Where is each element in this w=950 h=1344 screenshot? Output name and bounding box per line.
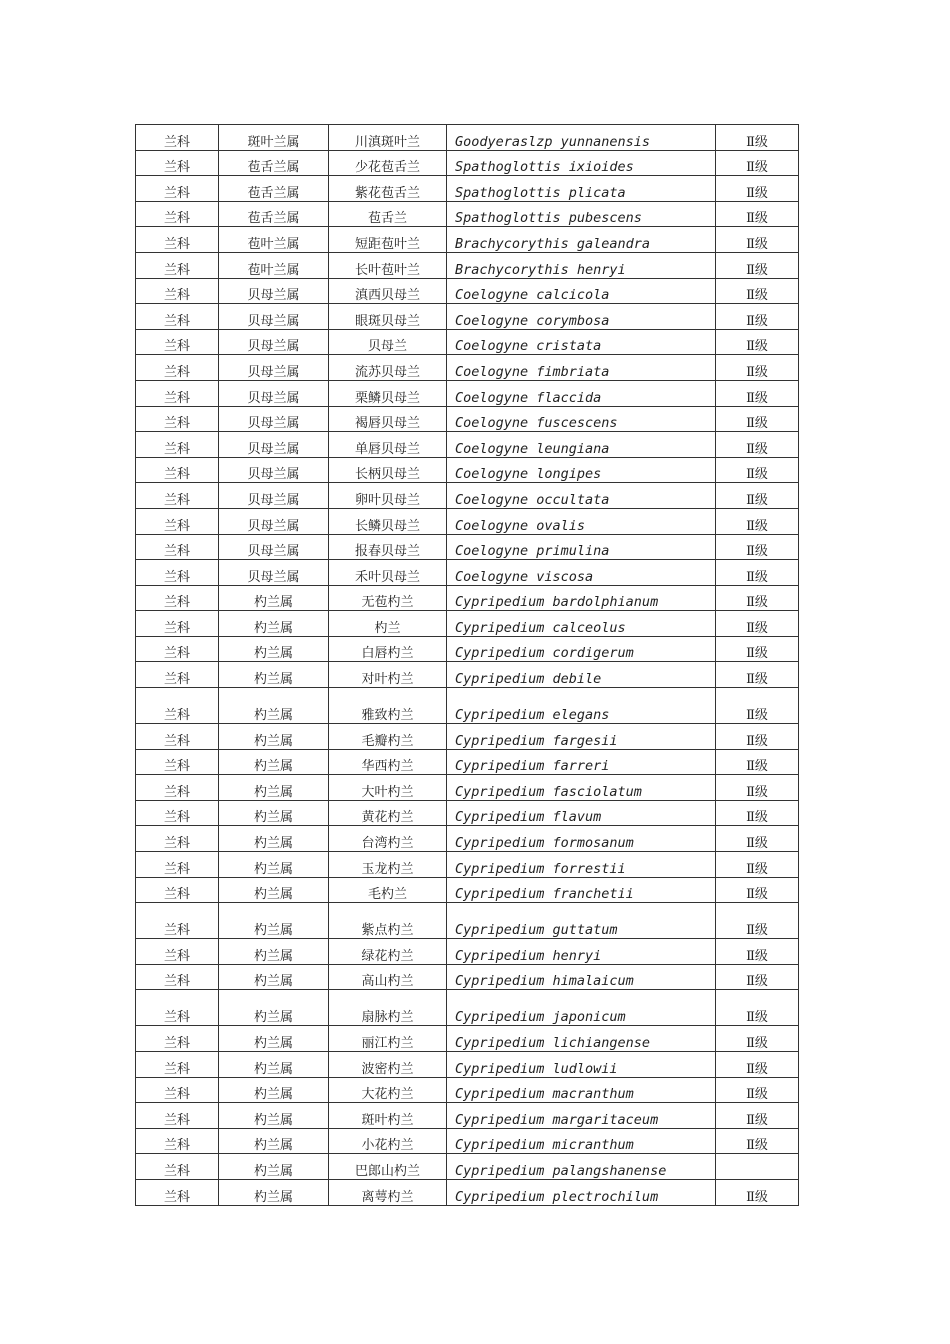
family-cell: 兰科 bbox=[136, 534, 219, 560]
chinese-name-cell: 对叶杓兰 bbox=[329, 662, 447, 688]
chinese-name-cell: 短距苞叶兰 bbox=[329, 227, 447, 253]
chinese-name-cell: 绿花杓兰 bbox=[329, 939, 447, 965]
protection-level-cell: Ⅱ级 bbox=[716, 329, 799, 355]
chinese-name-cell: 波密杓兰 bbox=[329, 1052, 447, 1078]
protection-level-cell: Ⅱ级 bbox=[716, 688, 799, 724]
chinese-name-cell: 斑叶杓兰 bbox=[329, 1103, 447, 1129]
latin-name-cell: Cypripedium guttatum bbox=[447, 903, 716, 939]
protection-level-cell: Ⅱ级 bbox=[716, 877, 799, 903]
table-row bbox=[136, 903, 799, 939]
protection-level-cell: Ⅱ级 bbox=[716, 380, 799, 406]
protection-level-cell: Ⅱ级 bbox=[716, 150, 799, 176]
genus-cell: 杓兰属 bbox=[219, 1077, 329, 1103]
latin-name-cell: Brachycorythis galeandra bbox=[447, 227, 716, 253]
genus-cell: 杓兰属 bbox=[219, 964, 329, 990]
latin-name-cell: Cypripedium ludlowii bbox=[447, 1052, 716, 1078]
family-cell: 兰科 bbox=[136, 1103, 219, 1129]
latin-name-cell: Cypripedium franchetii bbox=[447, 877, 716, 903]
family-cell: 兰科 bbox=[136, 406, 219, 432]
protection-level-cell: Ⅱ级 bbox=[716, 903, 799, 939]
family-cell: 兰科 bbox=[136, 483, 219, 509]
latin-name-cell: Cypripedium henryi bbox=[447, 939, 716, 965]
protection-level-cell: Ⅱ级 bbox=[716, 990, 799, 1026]
family-cell: 兰科 bbox=[136, 964, 219, 990]
genus-cell: 苞舌兰属 bbox=[219, 201, 329, 227]
family-cell: 兰科 bbox=[136, 150, 219, 176]
family-cell: 兰科 bbox=[136, 560, 219, 586]
chinese-name-cell: 小花杓兰 bbox=[329, 1128, 447, 1154]
chinese-name-cell: 长柄贝母兰 bbox=[329, 457, 447, 483]
protection-level-cell: Ⅱ级 bbox=[716, 1026, 799, 1052]
genus-cell: 杓兰属 bbox=[219, 1026, 329, 1052]
genus-cell: 贝母兰属 bbox=[219, 278, 329, 304]
protection-level-cell: Ⅱ级 bbox=[716, 1128, 799, 1154]
chinese-name-cell: 丽江杓兰 bbox=[329, 1026, 447, 1052]
protection-level-cell: Ⅱ级 bbox=[716, 800, 799, 826]
family-cell: 兰科 bbox=[136, 252, 219, 278]
table-row bbox=[136, 508, 799, 534]
table-row bbox=[136, 227, 799, 253]
table-row bbox=[136, 483, 799, 509]
genus-cell: 杓兰属 bbox=[219, 636, 329, 662]
latin-name-cell: Cypripedium calceolus bbox=[447, 611, 716, 637]
table-row bbox=[136, 201, 799, 227]
protection-level-cell: Ⅱ级 bbox=[716, 1052, 799, 1078]
genus-cell: 贝母兰属 bbox=[219, 534, 329, 560]
family-cell: 兰科 bbox=[136, 176, 219, 202]
chinese-name-cell: 苞舌兰 bbox=[329, 201, 447, 227]
table-row bbox=[136, 380, 799, 406]
table-row bbox=[136, 1103, 799, 1129]
family-cell: 兰科 bbox=[136, 1128, 219, 1154]
latin-name-cell: Coelogyne fimbriata bbox=[447, 355, 716, 381]
protection-level-cell: Ⅱ级 bbox=[716, 826, 799, 852]
latin-name-cell: Coelogyne fuscescens bbox=[447, 406, 716, 432]
family-cell: 兰科 bbox=[136, 990, 219, 1026]
protection-level-cell bbox=[716, 1154, 799, 1180]
table-row bbox=[136, 534, 799, 560]
table-row bbox=[136, 329, 799, 355]
table-row bbox=[136, 150, 799, 176]
chinese-name-cell: 黄花杓兰 bbox=[329, 800, 447, 826]
protection-level-cell: Ⅱ级 bbox=[716, 585, 799, 611]
family-cell: 兰科 bbox=[136, 724, 219, 750]
table-row bbox=[136, 749, 799, 775]
table-row bbox=[136, 304, 799, 330]
latin-name-cell: Cypripedium flavum bbox=[447, 800, 716, 826]
table-row bbox=[136, 800, 799, 826]
table-row bbox=[136, 1026, 799, 1052]
table-row bbox=[136, 826, 799, 852]
table-row bbox=[136, 1154, 799, 1180]
family-cell: 兰科 bbox=[136, 201, 219, 227]
family-cell: 兰科 bbox=[136, 585, 219, 611]
genus-cell: 贝母兰属 bbox=[219, 508, 329, 534]
genus-cell: 杓兰属 bbox=[219, 800, 329, 826]
genus-cell: 杓兰属 bbox=[219, 826, 329, 852]
genus-cell: 贝母兰属 bbox=[219, 457, 329, 483]
protection-level-cell: Ⅱ级 bbox=[716, 355, 799, 381]
chinese-name-cell: 栗鳞贝母兰 bbox=[329, 380, 447, 406]
latin-name-cell: Cypripedium cordigerum bbox=[447, 636, 716, 662]
genus-cell: 苞叶兰属 bbox=[219, 252, 329, 278]
genus-cell: 杓兰属 bbox=[219, 1103, 329, 1129]
chinese-name-cell: 大花杓兰 bbox=[329, 1077, 447, 1103]
genus-cell: 杓兰属 bbox=[219, 852, 329, 878]
protection-level-cell: Ⅱ级 bbox=[716, 560, 799, 586]
genus-cell: 杓兰属 bbox=[219, 1128, 329, 1154]
chinese-name-cell: 单唇贝母兰 bbox=[329, 432, 447, 458]
latin-name-cell: Coelogyne cristata bbox=[447, 329, 716, 355]
family-cell: 兰科 bbox=[136, 800, 219, 826]
protection-level-cell: Ⅱ级 bbox=[716, 749, 799, 775]
family-cell: 兰科 bbox=[136, 227, 219, 253]
table-row bbox=[136, 176, 799, 202]
family-cell: 兰科 bbox=[136, 304, 219, 330]
genus-cell: 斑叶兰属 bbox=[219, 125, 329, 151]
chinese-name-cell: 少花苞舌兰 bbox=[329, 150, 447, 176]
latin-name-cell: Cypripedium bardolphianum bbox=[447, 585, 716, 611]
latin-name-cell: Coelogyne flaccida bbox=[447, 380, 716, 406]
family-cell: 兰科 bbox=[136, 939, 219, 965]
latin-name-cell: Coelogyne corymbosa bbox=[447, 304, 716, 330]
protection-level-cell: Ⅱ级 bbox=[716, 278, 799, 304]
latin-name-cell: Cypripedium micranthum bbox=[447, 1128, 716, 1154]
protection-level-cell: Ⅱ级 bbox=[716, 724, 799, 750]
table-row bbox=[136, 355, 799, 381]
family-cell: 兰科 bbox=[136, 457, 219, 483]
table-row bbox=[136, 939, 799, 965]
chinese-name-cell: 无苞杓兰 bbox=[329, 585, 447, 611]
family-cell: 兰科 bbox=[136, 688, 219, 724]
latin-name-cell: Coelogyne ovalis bbox=[447, 508, 716, 534]
chinese-name-cell: 台湾杓兰 bbox=[329, 826, 447, 852]
protection-level-cell: Ⅱ级 bbox=[716, 775, 799, 801]
protection-level-cell: Ⅱ级 bbox=[716, 1103, 799, 1129]
latin-name-cell: Cypripedium lichiangense bbox=[447, 1026, 716, 1052]
table-row bbox=[136, 585, 799, 611]
genus-cell: 杓兰属 bbox=[219, 990, 329, 1026]
family-cell: 兰科 bbox=[136, 636, 219, 662]
latin-name-cell: Cypripedium elegans bbox=[447, 688, 716, 724]
protection-level-cell: Ⅱ级 bbox=[716, 1077, 799, 1103]
latin-name-cell: Coelogyne calcicola bbox=[447, 278, 716, 304]
genus-cell: 杓兰属 bbox=[219, 611, 329, 637]
latin-name-cell: Spathoglottis pubescens bbox=[447, 201, 716, 227]
genus-cell: 杓兰属 bbox=[219, 749, 329, 775]
table-row bbox=[136, 1128, 799, 1154]
family-cell: 兰科 bbox=[136, 432, 219, 458]
chinese-name-cell: 离萼杓兰 bbox=[329, 1179, 447, 1205]
table-row bbox=[136, 852, 799, 878]
family-cell: 兰科 bbox=[136, 1179, 219, 1205]
genus-cell: 贝母兰属 bbox=[219, 329, 329, 355]
genus-cell: 贝母兰属 bbox=[219, 304, 329, 330]
protection-level-cell: Ⅱ级 bbox=[716, 939, 799, 965]
genus-cell: 杓兰属 bbox=[219, 688, 329, 724]
chinese-name-cell: 报春贝母兰 bbox=[329, 534, 447, 560]
family-cell: 兰科 bbox=[136, 749, 219, 775]
family-cell: 兰科 bbox=[136, 826, 219, 852]
genus-cell: 贝母兰属 bbox=[219, 380, 329, 406]
protection-level-cell: Ⅱ级 bbox=[716, 636, 799, 662]
protection-level-cell: Ⅱ级 bbox=[716, 534, 799, 560]
family-cell: 兰科 bbox=[136, 877, 219, 903]
genus-cell: 贝母兰属 bbox=[219, 432, 329, 458]
latin-name-cell: Cypripedium margaritaceum bbox=[447, 1103, 716, 1129]
protection-level-cell: Ⅱ级 bbox=[716, 406, 799, 432]
family-cell: 兰科 bbox=[136, 1052, 219, 1078]
genus-cell: 杓兰属 bbox=[219, 939, 329, 965]
table-row bbox=[136, 1077, 799, 1103]
table-row bbox=[136, 775, 799, 801]
family-cell: 兰科 bbox=[136, 903, 219, 939]
table-row bbox=[136, 432, 799, 458]
genus-cell: 贝母兰属 bbox=[219, 483, 329, 509]
chinese-name-cell: 毛瓣杓兰 bbox=[329, 724, 447, 750]
protection-level-cell: Ⅱ级 bbox=[716, 457, 799, 483]
protection-level-cell: Ⅱ级 bbox=[716, 201, 799, 227]
table-row bbox=[136, 1052, 799, 1078]
table-row bbox=[136, 688, 799, 724]
table-row bbox=[136, 611, 799, 637]
latin-name-cell: Cypripedium fasciolatum bbox=[447, 775, 716, 801]
table-row bbox=[136, 252, 799, 278]
family-cell: 兰科 bbox=[136, 278, 219, 304]
protection-level-cell: Ⅱ级 bbox=[716, 852, 799, 878]
protection-level-cell: Ⅱ级 bbox=[716, 252, 799, 278]
latin-name-cell: Cypripedium formosanum bbox=[447, 826, 716, 852]
chinese-name-cell: 禾叶贝母兰 bbox=[329, 560, 447, 586]
family-cell: 兰科 bbox=[136, 662, 219, 688]
chinese-name-cell: 长叶苞叶兰 bbox=[329, 252, 447, 278]
latin-name-cell: Coelogyne viscosa bbox=[447, 560, 716, 586]
genus-cell: 杓兰属 bbox=[219, 662, 329, 688]
genus-cell: 杓兰属 bbox=[219, 724, 329, 750]
chinese-name-cell: 巴郎山杓兰 bbox=[329, 1154, 447, 1180]
chinese-name-cell: 眼斑贝母兰 bbox=[329, 304, 447, 330]
genus-cell: 苞舌兰属 bbox=[219, 150, 329, 176]
chinese-name-cell: 滇西贝母兰 bbox=[329, 278, 447, 304]
family-cell: 兰科 bbox=[136, 852, 219, 878]
genus-cell: 贝母兰属 bbox=[219, 560, 329, 586]
latin-name-cell: Coelogyne leungiana bbox=[447, 432, 716, 458]
table-row bbox=[136, 636, 799, 662]
protection-level-cell: Ⅱ级 bbox=[716, 1179, 799, 1205]
family-cell: 兰科 bbox=[136, 125, 219, 151]
genus-cell: 杓兰属 bbox=[219, 1179, 329, 1205]
protection-level-cell: Ⅱ级 bbox=[716, 125, 799, 151]
latin-name-cell: Coelogyne occultata bbox=[447, 483, 716, 509]
protection-level-cell: Ⅱ级 bbox=[716, 964, 799, 990]
table-row bbox=[136, 560, 799, 586]
genus-cell: 贝母兰属 bbox=[219, 355, 329, 381]
genus-cell: 杓兰属 bbox=[219, 877, 329, 903]
chinese-name-cell: 毛杓兰 bbox=[329, 877, 447, 903]
genus-cell: 杓兰属 bbox=[219, 903, 329, 939]
latin-name-cell: Goodyeraslzp yunnanensis bbox=[447, 125, 716, 151]
latin-name-cell: Cypripedium farreri bbox=[447, 749, 716, 775]
protection-level-cell: Ⅱ级 bbox=[716, 483, 799, 509]
genus-cell: 苞舌兰属 bbox=[219, 176, 329, 202]
table-row bbox=[136, 406, 799, 432]
latin-name-cell: Coelogyne longipes bbox=[447, 457, 716, 483]
protection-level-cell: Ⅱ级 bbox=[716, 227, 799, 253]
family-cell: 兰科 bbox=[136, 380, 219, 406]
latin-name-cell: Coelogyne primulina bbox=[447, 534, 716, 560]
protection-level-cell: Ⅱ级 bbox=[716, 611, 799, 637]
protection-level-cell: Ⅱ级 bbox=[716, 176, 799, 202]
table-row bbox=[136, 457, 799, 483]
table-row bbox=[136, 877, 799, 903]
chinese-name-cell: 紫花苞舌兰 bbox=[329, 176, 447, 202]
protection-level-cell: Ⅱ级 bbox=[716, 432, 799, 458]
chinese-name-cell: 扇脉杓兰 bbox=[329, 990, 447, 1026]
table-row bbox=[136, 125, 799, 151]
latin-name-cell: Brachycorythis henryi bbox=[447, 252, 716, 278]
latin-name-cell: Cypripedium plectrochilum bbox=[447, 1179, 716, 1205]
family-cell: 兰科 bbox=[136, 611, 219, 637]
latin-name-cell: Cypripedium fargesii bbox=[447, 724, 716, 750]
latin-name-cell: Spathoglottis ixioides bbox=[447, 150, 716, 176]
table-row bbox=[136, 1179, 799, 1205]
chinese-name-cell: 川滇斑叶兰 bbox=[329, 125, 447, 151]
table-row bbox=[136, 662, 799, 688]
genus-cell: 杓兰属 bbox=[219, 775, 329, 801]
table-row bbox=[136, 990, 799, 1026]
latin-name-cell: Cypripedium debile bbox=[447, 662, 716, 688]
family-cell: 兰科 bbox=[136, 775, 219, 801]
chinese-name-cell: 高山杓兰 bbox=[329, 964, 447, 990]
latin-name-cell: Cypripedium macranthum bbox=[447, 1077, 716, 1103]
chinese-name-cell: 紫点杓兰 bbox=[329, 903, 447, 939]
protection-level-cell: Ⅱ级 bbox=[716, 304, 799, 330]
genus-cell: 杓兰属 bbox=[219, 1052, 329, 1078]
genus-cell: 杓兰属 bbox=[219, 1154, 329, 1180]
family-cell: 兰科 bbox=[136, 355, 219, 381]
genus-cell: 杓兰属 bbox=[219, 585, 329, 611]
latin-name-cell: Cypripedium japonicum bbox=[447, 990, 716, 1026]
chinese-name-cell: 杓兰 bbox=[329, 611, 447, 637]
chinese-name-cell: 流苏贝母兰 bbox=[329, 355, 447, 381]
chinese-name-cell: 白唇杓兰 bbox=[329, 636, 447, 662]
chinese-name-cell: 玉龙杓兰 bbox=[329, 852, 447, 878]
table-row bbox=[136, 278, 799, 304]
species-table bbox=[135, 124, 799, 1206]
genus-cell: 贝母兰属 bbox=[219, 406, 329, 432]
family-cell: 兰科 bbox=[136, 329, 219, 355]
latin-name-cell: Cypripedium himalaicum bbox=[447, 964, 716, 990]
chinese-name-cell: 华西杓兰 bbox=[329, 749, 447, 775]
protection-level-cell: Ⅱ级 bbox=[716, 662, 799, 688]
chinese-name-cell: 贝母兰 bbox=[329, 329, 447, 355]
chinese-name-cell: 雅致杓兰 bbox=[329, 688, 447, 724]
table-row bbox=[136, 724, 799, 750]
chinese-name-cell: 卵叶贝母兰 bbox=[329, 483, 447, 509]
family-cell: 兰科 bbox=[136, 508, 219, 534]
chinese-name-cell: 褐唇贝母兰 bbox=[329, 406, 447, 432]
latin-name-cell: Spathoglottis plicata bbox=[447, 176, 716, 202]
species-table-body bbox=[136, 125, 799, 1206]
family-cell: 兰科 bbox=[136, 1026, 219, 1052]
genus-cell: 苞叶兰属 bbox=[219, 227, 329, 253]
latin-name-cell: Cypripedium forrestii bbox=[447, 852, 716, 878]
latin-name-cell: Cypripedium palangshanense bbox=[447, 1154, 716, 1180]
protection-level-cell: Ⅱ级 bbox=[716, 508, 799, 534]
chinese-name-cell: 大叶杓兰 bbox=[329, 775, 447, 801]
family-cell: 兰科 bbox=[136, 1154, 219, 1180]
table-row bbox=[136, 964, 799, 990]
chinese-name-cell: 长鳞贝母兰 bbox=[329, 508, 447, 534]
family-cell: 兰科 bbox=[136, 1077, 219, 1103]
